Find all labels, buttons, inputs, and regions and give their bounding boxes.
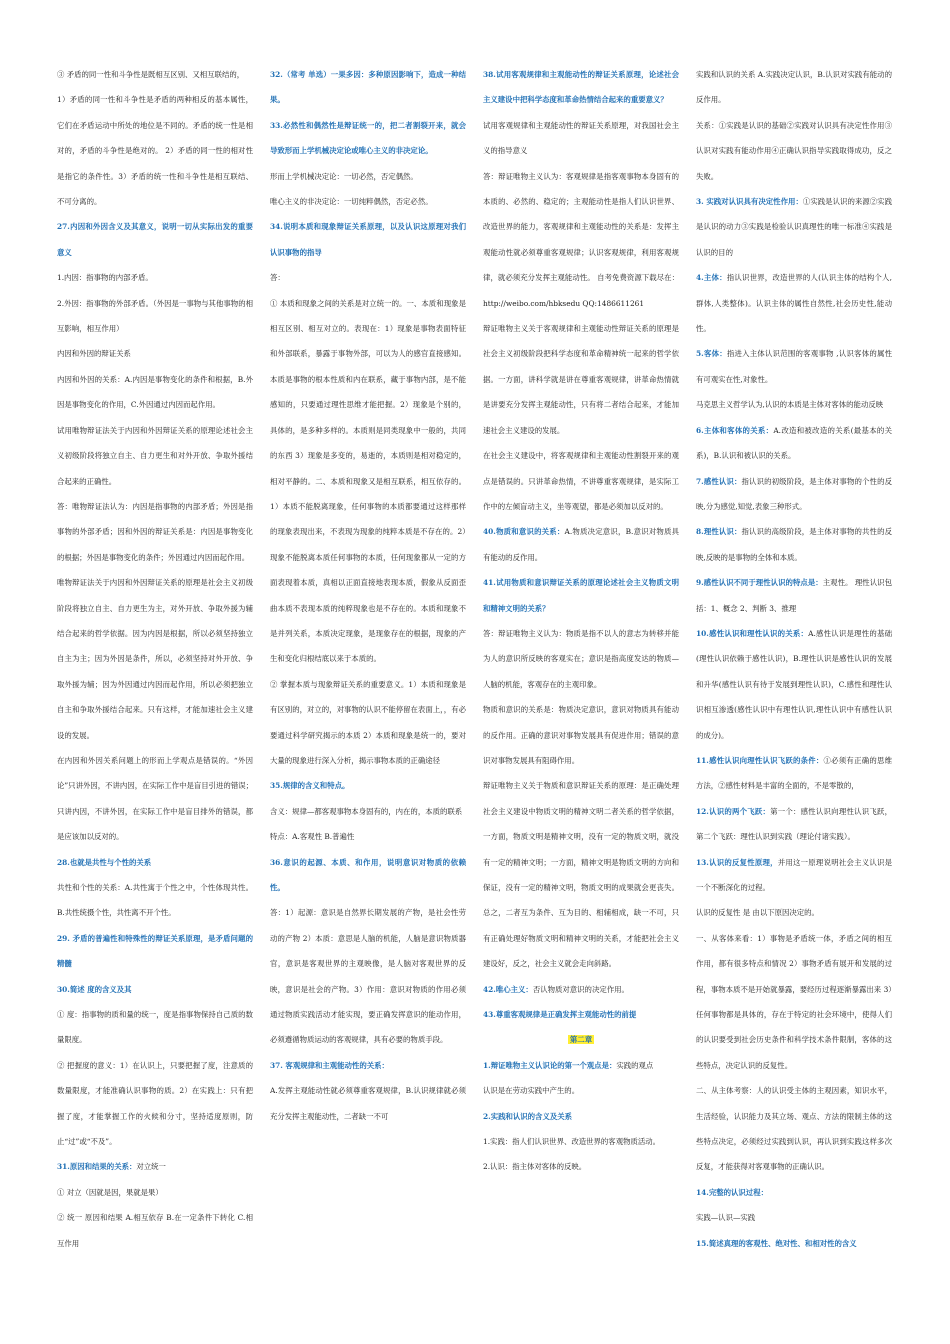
paragraph: 在内因和外因关系问题上的形而上学观点是错误的。“外因论”只讲外因，不讲内因，在实际工作中是盲目引进的错误；只讲内因，不讲外因，在实际工作中是盲目排外的错误，都是应该加以反对的。	[57, 755, 253, 842]
paragraph-body: 否认物质对意识的决定作用。	[532, 984, 629, 994]
paragraph-heading: 5.客体：	[696, 349, 727, 359]
paragraph-body: 对立统一	[136, 1162, 166, 1172]
paragraph: 答：1）起源：意识是自然界长期发展的产物，是社会性劳动的产物 2）本质：意思是人脑的机能，人脑是意识物质器官，意识是客观世界的主观映像，是人脑对客观世界的反映，意识是社会的产物。3）作用：意识对物质的作用必须通过物质实践活动才能实现，要正确发挥意识的能动作用，必须遵循物质运动的客观规律，具有必要的物质手段。	[270, 908, 466, 1045]
paragraph: 在社会主义建设中，将客观规律和主观能动性割裂开来的观点是错误的。只讲革命热情，不讲尊重客观规律，是实际工作中的左倾盲动主义，坐等观望，都是必须加以反对的。	[483, 451, 679, 511]
section-heading: 2.实践和认识的含义及关系	[483, 1111, 573, 1121]
section-heading: 41.试用物质和意识辩证关系的原理论述社会主义物质文明和精神文明的关系？	[483, 578, 679, 613]
paragraph: 实践和认识的关系 A.实践决定认识，B.认识对实践有能动的反作用。	[696, 70, 892, 105]
paragraph-body: ①必须有正确的思维方法，②感性材料是丰富的全面的，不是零散的，	[696, 755, 892, 791]
paragraph: ① 度：指事物的质和量的统一，度是指事物保持自己质的数量限度。	[57, 1010, 253, 1045]
paragraph: 含义：规律—都客观事物本身固有的，内在的，本质的联系	[270, 806, 463, 816]
paragraph: 形而上学机械决定论：一切必然，否定偶然。	[270, 171, 418, 181]
paragraph: 马克思主义哲学认为,认识的本质是主体对客体的能动反映	[696, 400, 884, 410]
paragraph-heading: 12.认识的两个飞跃：	[696, 806, 771, 816]
section-heading: 43.尊重客观规律是正确发挥主观能动性的前提	[483, 1010, 637, 1020]
text-column-1	[57, 62, 253, 1294]
paragraph: 辩证唯物主义关于物质和意识辩证关系的原理：是正确处理社会主义建设中物质文明的精神文明二者关系的哲学依据，一方面，物质文明是精神文明，没有一定的物质文明，就没有一定的精神文明；一方面，精神文明是物质文明的方向和保证，没有一定的精神文明，物质文明的成果就会更丧失。总之，二者互为条件、互为目的、相辅相成，缺一不可，只有正确处理好物质文明和精神文明的关系，才能把社会主义建设好，反之，社会主义就会走向斜路。	[483, 781, 679, 969]
paragraph-with-heading	[696, 850, 892, 901]
text-column-4	[696, 62, 892, 1294]
section-heading: 14.完整的认识过程：	[696, 1187, 768, 1197]
paragraph-with-heading	[696, 519, 892, 570]
paragraph: 唯心主义的非决定论：一切纯粹偶然，否定必然。	[270, 197, 433, 207]
paragraph: 一、从客体来看：1）事物是矛盾统一体，矛盾之间的相互作用，都有很多特点和情况 2）事物矛盾有展开和发展的过程，事物本质不是开始就暴露，要经历过程逐渐暴露出来 3）任何事物都是具体的，存在于特定的社会环境中，使得人们的认识要受到社会历史条件和科学技术条件限制，客体的这些特点，决定认识的反复性。	[696, 933, 892, 1070]
paragraph-with-heading	[483, 977, 679, 1002]
paragraph: 内因和外因的辩证关系	[57, 349, 131, 359]
paragraph-heading: 13.认识的反复性原理，	[696, 857, 778, 867]
paragraph-body: 指认识的初级阶段，是主体对事物的个性的反映,分为感觉,知觉,表象三种形式。	[696, 476, 892, 511]
section-heading: 28.也就是共性与个性的关系	[57, 857, 152, 867]
paragraph-heading: 31.原因和结果的关系：	[57, 1162, 137, 1172]
paragraph-with-heading	[696, 799, 892, 850]
paragraph: 答：唯物辩证法认为：内因是指事物的内部矛盾；外因是指事物的外部矛盾；因和外因的辩证关系是：内因是事物变化的根据；外因是事物变化的条件；外因通过内因而起作用。	[57, 501, 253, 562]
paragraph-with-heading	[696, 418, 892, 469]
paragraph-heading: 40.物质和意识的关系：	[483, 527, 565, 537]
paragraph-body: 并用这一原理说明社会主义认识是一个不断深化的过程。	[696, 857, 892, 892]
paragraph: 二、从主体考察：人的认识受主体的主观因素，知识水平，生活经验，认识能力及其立场、观点、方法的限制主体的这些特点决定，必须经过实践到认识，再认识到实践这样多次反复，才能获得对客观事物的正确认识。	[696, 1086, 892, 1172]
paragraph: 辩证唯物主义关于客观规律和主观能动性辩证关系的原理是社会主义初级阶段把科学态度和革命精神统一起来的哲学依据。一方面，讲科学就是讲在尊重客观规律，讲革命热情就是讲要充分发挥主观能动性，只有将二者结合起来，才能加速社会主义建设的发展。	[483, 324, 679, 435]
section-heading: 34.说明本质和现象辩证关系原理，以及认识这原理对我们认识事物的指导	[270, 222, 466, 257]
text-column-3	[483, 62, 679, 1294]
paragraph-with-heading	[696, 189, 892, 265]
paragraph-body: A.物质决定意识，B.意识对物质具有能动的反作用。	[483, 527, 679, 562]
paragraph-heading: 42.唯心主义：	[483, 984, 533, 994]
paragraph: 试用客观规律和主观能动性的辩证关系原理，对我国社会主义的指导意义	[483, 120, 679, 156]
paragraph-heading: 8.理性认识：	[696, 527, 742, 537]
section-heading: 33.必然性和偶然性是辩证统一的，把二者割裂开来，就会导致形而上学机械决定论或唯心主义的非决定论。	[270, 120, 466, 156]
paragraph-body: A.感性认识是理性的基础(理性认识依赖于感性认识)，B.理性认识是感性认识的发展和升华(感性认识有待于发展到理性认识)，C.感性和理性认识相互渗透(感性认识中有理性认识,理性认识中有感性认识的成分)。	[696, 628, 892, 740]
text-column-2	[270, 62, 466, 1294]
paragraph-with-heading	[483, 1053, 679, 1078]
paragraph: 实践—认识—实践	[696, 1213, 756, 1223]
paragraph: 唯物辩证法关于内因和外因辩证关系的原理是社会主义初级阶段将独立自主、自力更生为主，对外开放、争取外援为辅结合起来的哲学依据。因为内因是根据，所以必须坚持独立自主为主；因为外因是条件，所以，必须坚持对外开放、争取外援为辅；因为外因通过内因而起作用，所以必须把独立自主和争取外援结合起来。只有这样，才能加速社会主义建设的发展。	[57, 578, 253, 740]
section-heading: 29. 矛盾的普遍性和特殊性的辩证关系原理，是矛盾问题的精髓	[57, 933, 253, 969]
paragraph: ② 把握度的意义：1）在认识上，只要把握了度，注意质的数量限度，才能准确认识事物的质。2）在实践上：只有把握了度，才能掌握工作的火候和分寸，坚持适度原则，防止“过”或“不及”。	[57, 1060, 253, 1147]
paragraph: 特点：A.客观性 B.普遍性	[270, 832, 355, 842]
paragraph-heading: 3. 实践对认识具有决定性作用：	[696, 197, 803, 207]
paragraph-with-heading	[696, 748, 892, 799]
paragraph: 答：辩证唯物主义认为：物质是指不以人的意志为转移并能为人的意识所反映的客观实在；意识是指高度发达的物质—人脑的机能，客观存在的主观印象。	[483, 628, 679, 689]
paragraph: 1.内因：指事物的内部矛盾。	[57, 273, 153, 283]
paragraph: 答：	[270, 273, 285, 283]
paragraph-heading: 11.感性认识向理性认识飞跃的条件：	[696, 755, 824, 765]
section-heading: 38.试用客观规律和主观能动性的辩证关系原理，论述社会主义建设中把科学态度和革命热情结合起来的重要意义？	[483, 70, 679, 105]
paragraph: 2.外因：指事物的外部矛盾。（外因是一事物与其他事物的相互影响，相互作用）	[57, 298, 253, 334]
paragraph-heading: 7.感性认识：	[696, 476, 742, 486]
paragraph-body: A.改造和被改造的关系(最基本的关系)，B.认识和被认识的关系。	[696, 425, 892, 461]
paragraph: 试用唯物辩证法关于内因和外因辩证关系的原理论述社会主义初级阶段将独立自主、自力更生和对外开放、争取外援结合起来的正确性。	[57, 425, 253, 486]
paragraph: ① 对立（因就是因，果就是果）	[57, 1187, 163, 1197]
paragraph-with-heading	[696, 570, 892, 621]
paragraph: A.发挥主观能动性就必须尊重客观规律，B.认识规律就必须充分发挥主观能动性，二者缺一不可	[270, 1086, 466, 1121]
section-heading: 35.规律的含义和特点。	[270, 781, 350, 791]
paragraph: 共性和个性的关系：A.共性寓于个性之中，个性体现共性。B.共性统摄个性，共性离不开个性。	[57, 883, 253, 918]
paragraph-body: 第一个：感性认识向理性认识飞跃，第二个飞跃：理性认识到实践（理论付诸实践）。	[696, 806, 892, 842]
section-heading: 37. 客观规律和主观能动性的关系：	[270, 1060, 389, 1070]
paragraph-body: 指进入主体认识范围的客观事物 ,认识客体的属性有可观实在性,对象性。	[696, 349, 892, 384]
section-heading: 15.简述真理的客观性、绝对性、和相对性的含义	[696, 1238, 857, 1248]
paragraph: ② 掌握本质与现象辩证关系的重要意义。1）本质和现象是有区别的，对立的，对事物的认识不能停留在表面上，，有必要通过科学研究揭示的本质 2）本质和现象是统一的，要对大量的现象进行深入分析，揭示事物本质的正确途径	[270, 679, 466, 765]
paragraph-with-heading	[696, 621, 892, 748]
paragraph-with-heading	[483, 519, 679, 570]
paragraph: ② 统一 原因和结果 A.相互依存 B.在一定条件下转化 C.相互作用	[57, 1213, 253, 1248]
chapter-heading	[483, 1027, 679, 1052]
section-heading: 27.内因和外因含义及其意义，说明一切从实际出发的重要意义	[57, 222, 253, 257]
paragraph-with-heading	[696, 469, 892, 520]
paragraph-body: ①实践是认识的来源②实践是认识的动力③实践是检验认识真理性的唯一标准④实践是认识的目的	[696, 197, 892, 257]
section-heading: 36.意识的起源、本质、和作用，说明意识对物质的依赖性。	[270, 857, 466, 892]
paragraph: 内因和外因的关系：A.内因是事物变化的条件和根据，B.外因是事物变化的作用，C.外因通过内因而起作用。	[57, 374, 253, 410]
paragraph: 认识的反复性 是 由以下原因决定的。	[696, 908, 819, 918]
paragraph: 关系：①实践是认识的基础②实践对认识具有决定性作用③认识对实践有能动作用④正确认识指导实践取得成功，反之失败。	[696, 120, 892, 181]
paragraph: 认识是在劳动实践中产生的。	[483, 1086, 580, 1096]
paragraph-heading: 1.辩证唯物主义认识论的第一个观点是：	[483, 1060, 617, 1070]
paragraph-body: 指认识世界，改造世界的人(认识主体的结构个人,群体,人类整体)。认识主体的属性自然性,社会历史性,能动性。	[696, 273, 892, 334]
paragraph: 1）矛盾的同一性和斗争性是矛盾的两种相反的基本属性，它们在矛盾运动中所处的地位是不同的。矛盾的统一性是相对的，矛盾的斗争性是绝对的。 2）矛盾的同一性的相对性是指它的条件性。3）矛盾的统一性和斗争性是相互联结、不可分离的。	[57, 95, 253, 207]
paragraph-body: 指认识的高级阶段，是主体对事物的共性的反映,反映的是事物的全体和本质。	[696, 527, 892, 562]
paragraph-body: 实践的观点	[616, 1060, 654, 1070]
paragraph: ③ 矛盾的同一性和斗争性是既相互区别、又相互联结的，	[57, 70, 245, 79]
section-heading: 30.简述 度的含义及其	[57, 984, 132, 994]
paragraph: 物质和意识的关系是：物质决定意识，意识对物质具有能动的反作用。正确的意识对事物发展具有促进作用；错误的意识对事物发展具有阻碍作用。	[483, 705, 679, 765]
paragraph-with-heading	[696, 265, 892, 341]
paragraph-with-heading	[696, 341, 892, 392]
section-heading: 32.（常考 单选）一果多因：多种原因影响下，造成一种结果。	[270, 70, 466, 105]
paragraph: ① 本质和现象之间的关系是对立统一的。一、本质和现象是相互区别、相互对立的。表现在：1）现象是事物表面特征和外部联系，暴露于事物外部，可以为人的感官直接感知。本质是事物的根本性质和内在联系，藏于事物内部，是不能感知的，只要通过理性思维才能把握。2）现象是个别的，具体的，是多种多样的。本质则是同类现象中一般的，共同的东西 3）现象是多变的，易逝的，本质则是相对稳定的，相对平静的。二、本质和现象又是相互联系，相互依存的。1）本质不能脱离现象，任何事物的本质都要通过这样那样的现象表现出来，不表现为现象的纯粹本质是不存在的。2）现象不能脱离本质任何事物的本质，任何现象都从一定的方面表现着本质，真相以正面直接地表现本质，假象从反面歪曲本质不表现本质的纯粹现象也是不存在的。本质和现象不是并列关系，本质决定现象，是现象存在的根据，现象的产生和变化归根结底以来于本质的。	[270, 298, 466, 664]
paragraph: 2.认识：指主体对客体的反映。	[483, 1162, 587, 1172]
paragraph-heading: 4.主体：	[696, 273, 727, 283]
paragraph-heading: 10.感性认识和理性认识的关系：	[696, 628, 809, 638]
paragraph: 1.实践：指人们认识世界、改造世界的客观物质活动。	[483, 1137, 661, 1147]
paragraph-with-heading	[57, 1154, 253, 1179]
chapter-heading-label: 第二章	[569, 1035, 593, 1045]
paragraph-body: 主观性。 理性认识包括：1、概念 2、判断 3、推理	[696, 578, 892, 613]
paragraph: 答：辩证唯物主义认为：客观规律是指客观事物本身固有的本质的、必然的、稳定的；主观能动性是指人们认识世界、改造世界的能力，客观规律和主观能动性的关系是：发挥主观能动性就必须尊重客观规律；认识客观规律，利用客观规律，就必须充分发挥主观能动性。 自考免费资源下载尽在：http://weibo.com/hbksedu QQ:1486611261	[483, 171, 679, 308]
paragraph-heading: 9.感性认识不同于理性认识的特点是：	[696, 578, 823, 588]
paragraph-heading: 6.主体和客体的关系：	[696, 425, 774, 435]
